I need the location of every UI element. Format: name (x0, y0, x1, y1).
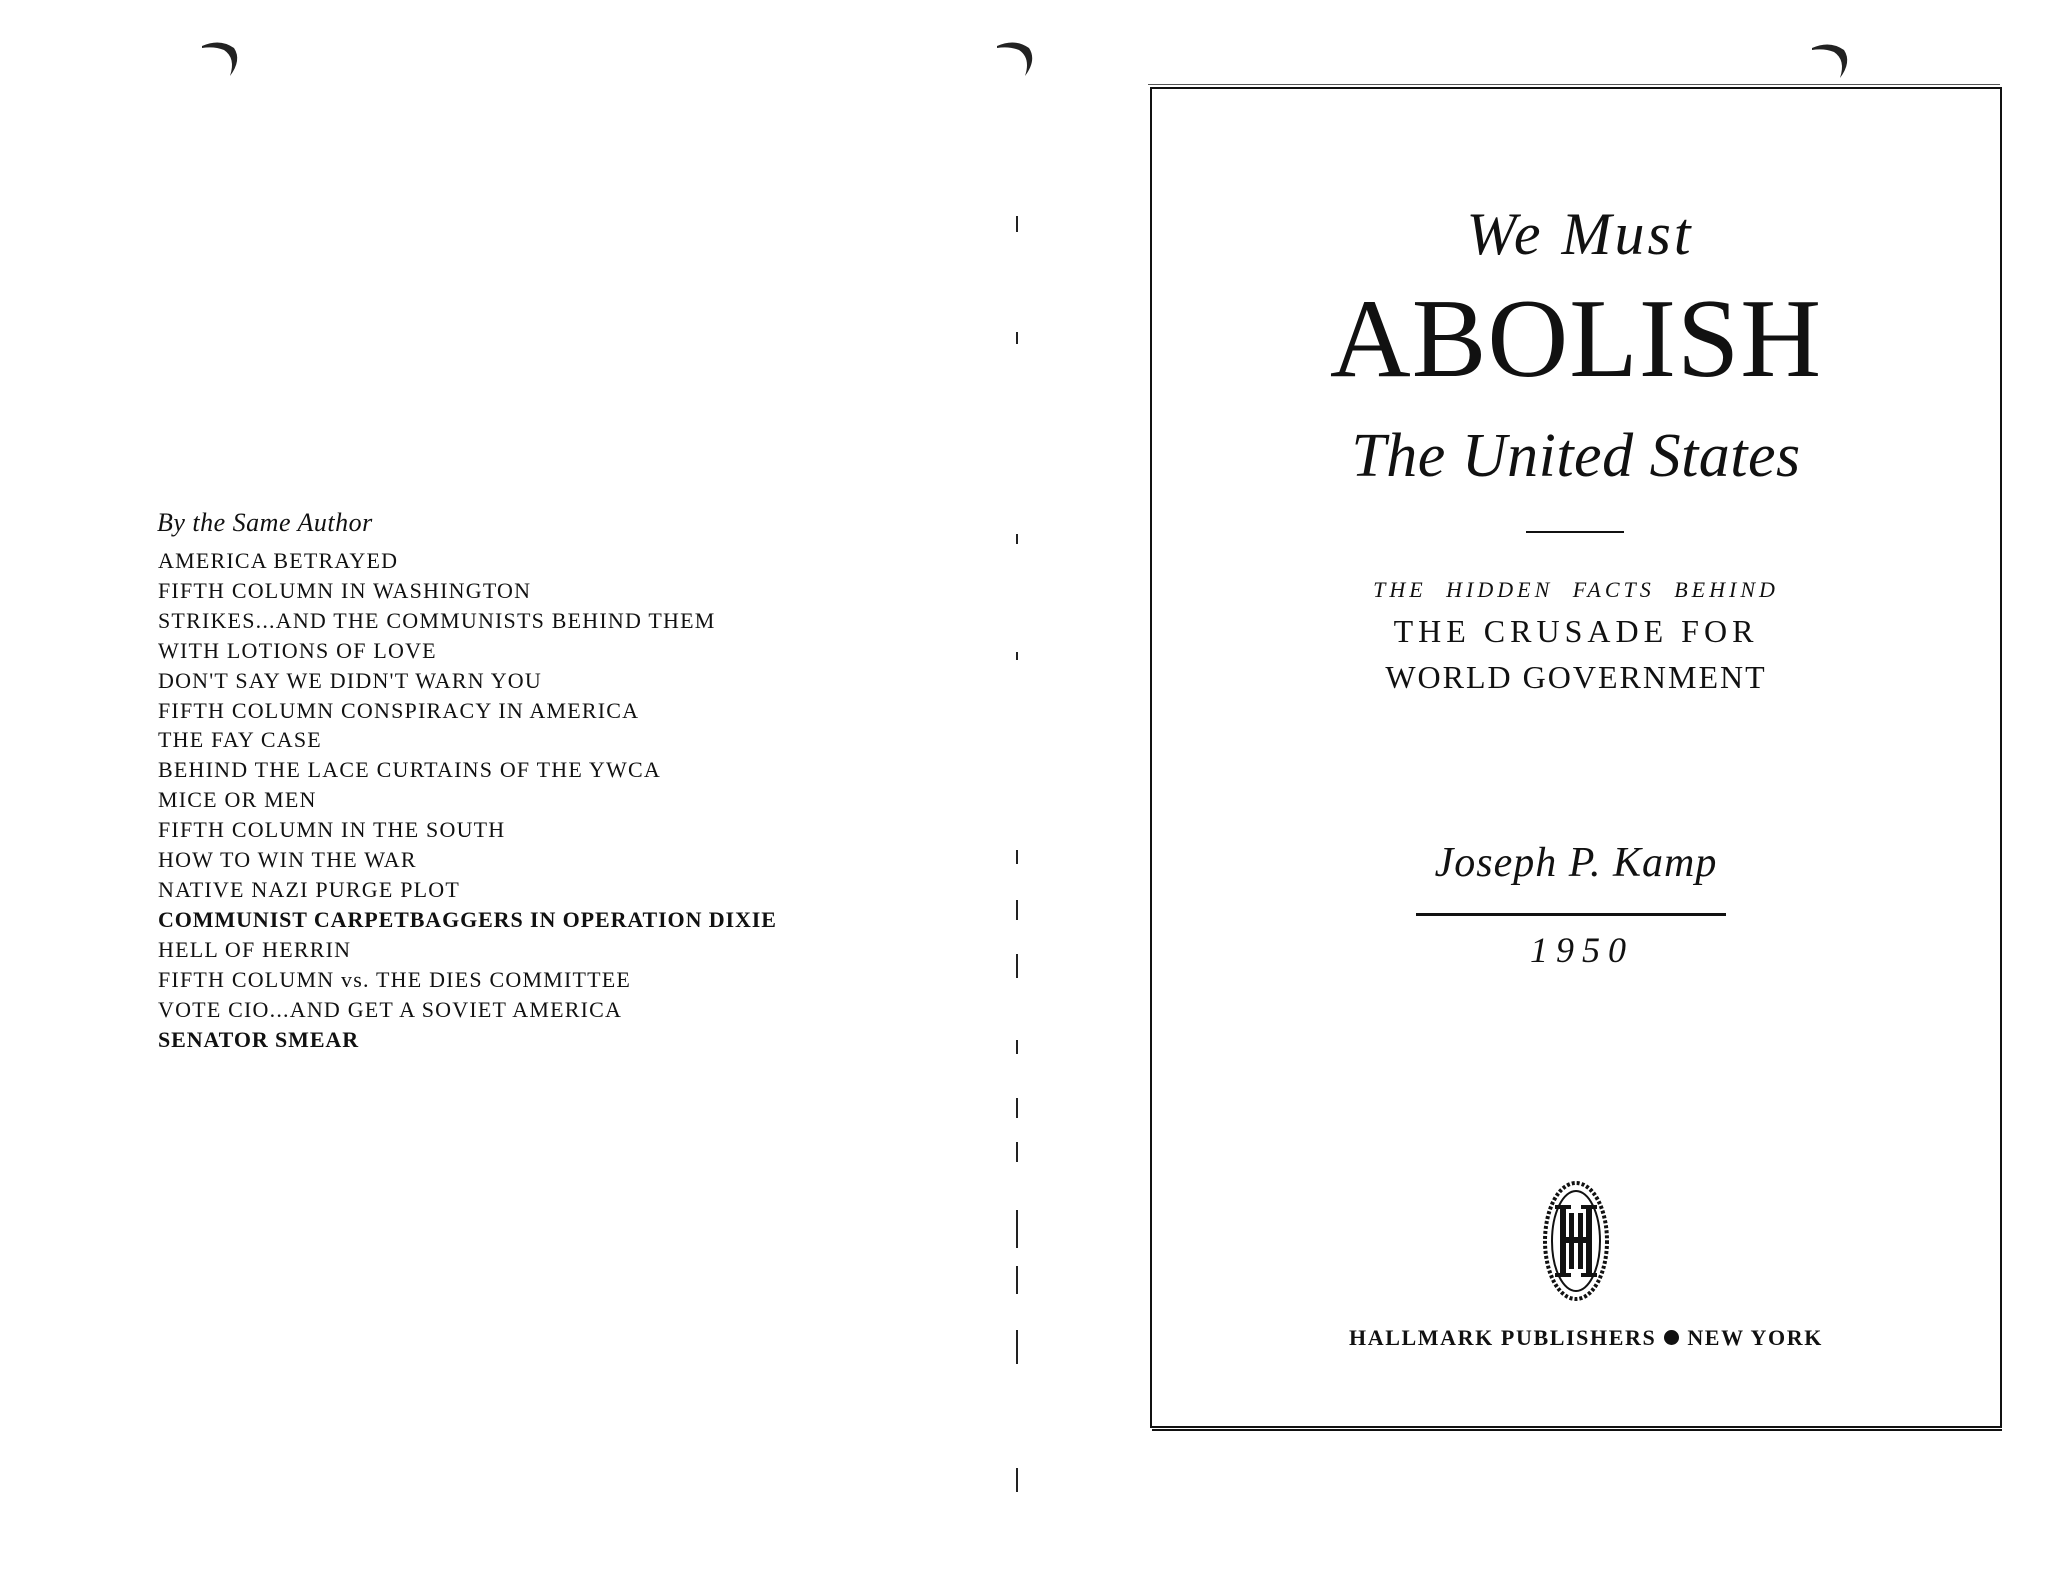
list-item: MICE OR MEN (158, 787, 317, 813)
list-item: DON'T SAY WE DIDN'T WARN YOU (158, 667, 542, 693)
page-gutter (1010, 200, 1050, 1500)
list-item: SENATOR SMEAR (158, 1026, 359, 1052)
author-name: Joseph P. Kamp (1434, 840, 1718, 886)
subtitle-line-2: THE CRUSADE FOR (1393, 613, 1759, 649)
title-page (1150, 87, 2002, 1428)
list-item: FIFTH COLUMN vs. THE DIES COMMITTEE (158, 966, 632, 992)
list-item: BEHIND THE LACE CURTAINS OF THE YWCA (158, 757, 661, 783)
list-item: COMMUNIST CARPETBAGGERS IN OPERATION DIXIE (158, 906, 777, 932)
list-item: FIFTH COLUMN CONSPIRACY IN AMERICA (158, 697, 640, 723)
corner-mark (1810, 38, 1860, 88)
list-item: VOTE CIO...AND GET A SOVIET AMERICA (158, 996, 623, 1022)
title-line-united-states: The United States (1351, 422, 1801, 490)
list-item: HOW TO WIN THE WAR (158, 847, 417, 873)
list-item: HELL OF HERRIN (158, 936, 352, 962)
title-line-we-must: We Must (1466, 201, 1694, 267)
by-same-author-heading: By the Same Author (157, 508, 373, 537)
hallmark-monogram-icon (1541, 1179, 1611, 1303)
corner-mark (995, 36, 1045, 86)
publisher-city: NEW YORK (1687, 1325, 1823, 1350)
title-line-abolish: ABOLISH (1329, 277, 1823, 401)
list-item: NATIVE NAZI PURGE PLOT (158, 876, 460, 902)
publisher-name: HALLMARK PUBLISHERS (1349, 1325, 1657, 1350)
list-item: STRIKES...AND THE COMMUNISTS BEHIND THEM (158, 607, 716, 633)
list-item: WITH LOTIONS OF LOVE (158, 637, 437, 663)
author-titles-list (158, 546, 777, 1054)
subtitle-line-1: THE HIDDEN FACTS BEHIND (1373, 577, 1779, 602)
list-item: FIFTH COLUMN IN THE SOUTH (158, 817, 506, 843)
bullet-dot-icon (1664, 1330, 1679, 1345)
left-page (0, 0, 1020, 1573)
corner-mark (200, 36, 250, 86)
list-item: AMERICA BETRAYED (158, 548, 399, 573)
list-item: THE FAY CASE (158, 727, 322, 753)
publisher-imprint (1152, 1325, 2010, 1351)
subtitle-line-3: WORLD GOVERNMENT (1385, 659, 1767, 695)
publication-year: 1950 (1530, 930, 1634, 970)
list-item: FIFTH COLUMN IN WASHINGTON (158, 577, 532, 603)
divider-rule (1526, 531, 1624, 533)
divider-rule (1416, 913, 1726, 916)
